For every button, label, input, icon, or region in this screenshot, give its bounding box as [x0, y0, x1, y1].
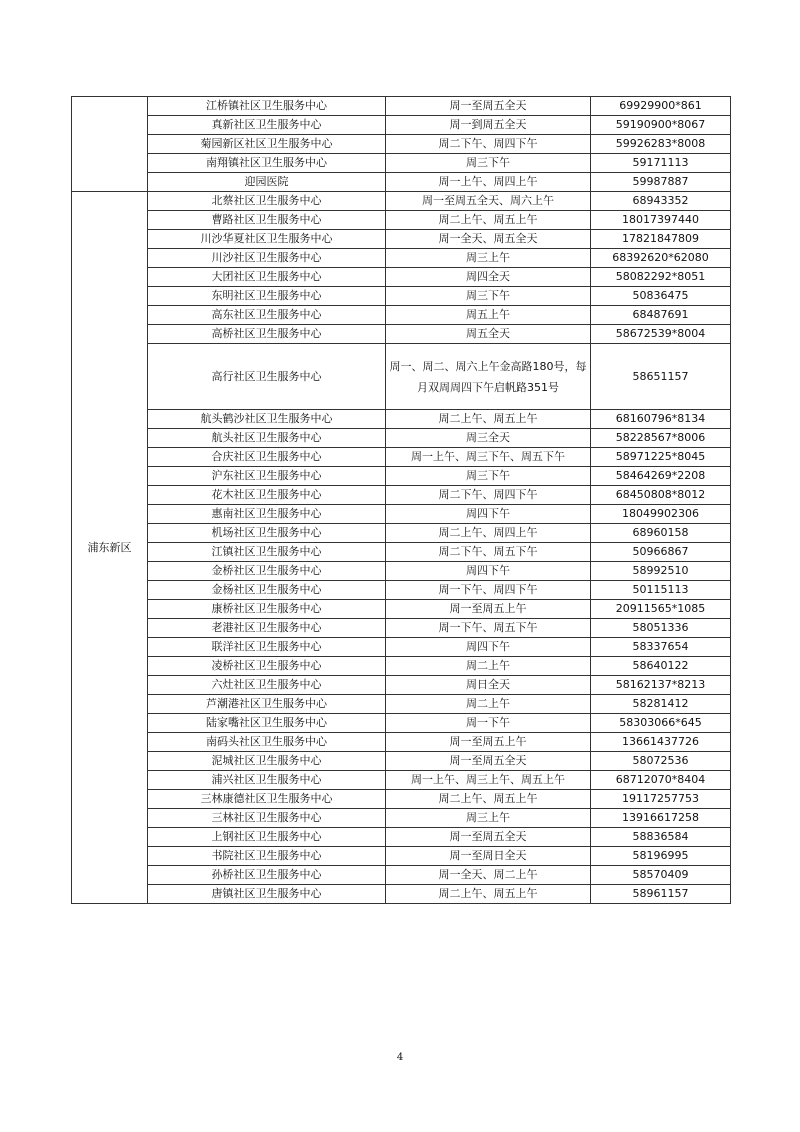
page-number: 4: [396, 1052, 404, 1063]
phone-cell: 69929900*861: [591, 97, 731, 116]
service-time-cell: 周二下午、周四下午: [386, 135, 591, 154]
center-name-cell: 东明社区卫生服务中心: [148, 287, 386, 306]
service-time-cell: 周一下午、周五下午: [386, 619, 591, 638]
phone-cell: 58464269*2208: [591, 467, 731, 486]
service-time-cell: 周二下午、周五下午: [386, 543, 591, 562]
phone-cell: 58228567*8006: [591, 429, 731, 448]
phone-cell: 58051336: [591, 619, 731, 638]
center-name-cell: 南码头社区卫生服务中心: [148, 733, 386, 752]
center-name-cell: 川沙社区卫生服务中心: [148, 249, 386, 268]
center-name-cell: 孙桥社区卫生服务中心: [148, 866, 386, 885]
phone-cell: 18017397440: [591, 211, 731, 230]
center-name-cell: 惠南社区卫生服务中心: [148, 505, 386, 524]
center-name-cell: 康桥社区卫生服务中心: [148, 600, 386, 619]
service-time-cell: 周二上午: [386, 695, 591, 714]
center-name-cell: 川沙华夏社区卫生服务中心: [148, 230, 386, 249]
table-row: [72, 429, 731, 448]
service-time-cell: 周一至周五全天: [386, 828, 591, 847]
service-time-cell: 周一至周五全天: [386, 752, 591, 771]
table-row: [72, 619, 731, 638]
table-row: [72, 211, 731, 230]
center-name-cell: 南翔镇社区卫生服务中心: [148, 154, 386, 173]
center-name-cell: 沪东社区卫生服务中心: [148, 467, 386, 486]
district-cell: [72, 97, 148, 192]
phone-cell: 68392620*62080: [591, 249, 731, 268]
district-cell: 浦东新区: [72, 192, 148, 904]
service-time-cell: 周一下午: [386, 714, 591, 733]
phone-cell: 58672539*8004: [591, 325, 731, 344]
phone-cell: 58640122: [591, 657, 731, 676]
center-name-cell: 泥城社区卫生服务中心: [148, 752, 386, 771]
phone-cell: 58072536: [591, 752, 731, 771]
center-name-cell: 书院社区卫生服务中心: [148, 847, 386, 866]
phone-cell: 19117257753: [591, 790, 731, 809]
phone-cell: 58281412: [591, 695, 731, 714]
table-row: [72, 306, 731, 325]
center-name-cell: 菊园新区社区卫生服务中心: [148, 135, 386, 154]
phone-cell: 59926283*8008: [591, 135, 731, 154]
table-row: [72, 752, 731, 771]
phone-cell: 68712070*8404: [591, 771, 731, 790]
phone-cell: 13661437726: [591, 733, 731, 752]
service-time-cell: 周二上午: [386, 657, 591, 676]
center-name-cell: 机场社区卫生服务中心: [148, 524, 386, 543]
phone-cell: 58570409: [591, 866, 731, 885]
service-time-cell: 周一全天、周五全天: [386, 230, 591, 249]
phone-cell: 18049902306: [591, 505, 731, 524]
phone-cell: 58836584: [591, 828, 731, 847]
table-row: [72, 524, 731, 543]
table-row: [72, 638, 731, 657]
table-row: [72, 790, 731, 809]
service-time-cell: 周五上午: [386, 306, 591, 325]
service-time-cell: 周一上午、周三上午、周五上午: [386, 771, 591, 790]
phone-cell: 58196995: [591, 847, 731, 866]
phone-cell: 50836475: [591, 287, 731, 306]
center-name-cell: 北蔡社区卫生服务中心: [148, 192, 386, 211]
service-time-cell: 周一至周五全天: [386, 97, 591, 116]
table-row: [72, 287, 731, 306]
phone-cell: 50115113: [591, 581, 731, 600]
phone-cell: 59190900*8067: [591, 116, 731, 135]
center-name-cell: 高东社区卫生服务中心: [148, 306, 386, 325]
table-row: [72, 325, 731, 344]
center-name-cell: 花木社区卫生服务中心: [148, 486, 386, 505]
center-name-cell: 唐镇社区卫生服务中心: [148, 885, 386, 904]
table-row: [72, 230, 731, 249]
table-row: [72, 192, 731, 211]
center-name-cell: 江镇社区卫生服务中心: [148, 543, 386, 562]
phone-cell: 68450808*8012: [591, 486, 731, 505]
phone-cell: 20911565*1085: [591, 600, 731, 619]
phone-cell: 58337654: [591, 638, 731, 657]
service-centers-table: [71, 96, 731, 904]
service-time-cell: 周一至周日全天: [386, 847, 591, 866]
table-row: [72, 581, 731, 600]
table-row: [72, 116, 731, 135]
service-time-cell: 周三上午: [386, 249, 591, 268]
center-name-cell: 高桥社区卫生服务中心: [148, 325, 386, 344]
service-time-cell: 周一下午、周四下午: [386, 581, 591, 600]
center-name-cell: 高行社区卫生服务中心: [148, 344, 386, 410]
center-name-cell: 三林社区卫生服务中心: [148, 809, 386, 828]
service-time-cell: 周五全天: [386, 325, 591, 344]
table-row: [72, 866, 731, 885]
service-time-cell: 周一、周二、周六上午金高路180号，每月双周周四下午启帆路351号: [386, 344, 591, 410]
table-row: [72, 154, 731, 173]
table-row: [72, 135, 731, 154]
table-row: [72, 733, 731, 752]
service-time-cell: 周四下午: [386, 505, 591, 524]
service-time-cell: 周一至周五上午: [386, 600, 591, 619]
phone-cell: 17821847809: [591, 230, 731, 249]
table-row: [72, 657, 731, 676]
center-name-cell: 江桥镇社区卫生服务中心: [148, 97, 386, 116]
table-row: [72, 249, 731, 268]
table-row: [72, 505, 731, 524]
center-name-cell: 曹路社区卫生服务中心: [148, 211, 386, 230]
service-time-cell: 周一到周五全天: [386, 116, 591, 135]
phone-cell: 59171113: [591, 154, 731, 173]
table-row: [72, 344, 731, 410]
table-row: [72, 467, 731, 486]
center-name-cell: 陆家嘴社区卫生服务中心: [148, 714, 386, 733]
center-name-cell: 真新社区卫生服务中心: [148, 116, 386, 135]
table-row: [72, 562, 731, 581]
table-body: [72, 97, 731, 904]
service-time-cell: 周三下午: [386, 467, 591, 486]
table-row: [72, 847, 731, 866]
phone-cell: 68960158: [591, 524, 731, 543]
service-time-cell: 周三下午: [386, 287, 591, 306]
service-time-cell: 周日全天: [386, 676, 591, 695]
table-row: [72, 676, 731, 695]
center-name-cell: 金杨社区卫生服务中心: [148, 581, 386, 600]
phone-cell: 58082292*8051: [591, 268, 731, 287]
center-name-cell: 迎园医院: [148, 173, 386, 192]
service-time-cell: 周四下午: [386, 562, 591, 581]
service-time-cell: 周三下午: [386, 154, 591, 173]
phone-cell: 13916617258: [591, 809, 731, 828]
table-row: [72, 268, 731, 287]
center-name-cell: 六灶社区卫生服务中心: [148, 676, 386, 695]
phone-cell: 58992510: [591, 562, 731, 581]
table-row: [72, 448, 731, 467]
service-time-cell: 周二上午、周五上午: [386, 790, 591, 809]
table-row: [72, 600, 731, 619]
table-row: [72, 486, 731, 505]
center-name-cell: 合庆社区卫生服务中心: [148, 448, 386, 467]
table-row: [72, 97, 731, 116]
service-time-cell: 周二下午、周四下午: [386, 486, 591, 505]
center-name-cell: 老港社区卫生服务中心: [148, 619, 386, 638]
service-time-cell: 周四下午: [386, 638, 591, 657]
phone-cell: 58162137*8213: [591, 676, 731, 695]
phone-cell: 68160796*8134: [591, 410, 731, 429]
phone-cell: 68487691: [591, 306, 731, 325]
service-time-cell: 周三全天: [386, 429, 591, 448]
table-row: [72, 543, 731, 562]
center-name-cell: 三林康德社区卫生服务中心: [148, 790, 386, 809]
service-time-cell: 周一至周五全天、周六上午: [386, 192, 591, 211]
center-name-cell: 大团社区卫生服务中心: [148, 268, 386, 287]
service-time-cell: 周一上午、周三下午、周五下午: [386, 448, 591, 467]
service-time-cell: 周二上午、周四上午: [386, 524, 591, 543]
center-name-cell: 上钢社区卫生服务中心: [148, 828, 386, 847]
center-name-cell: 浦兴社区卫生服务中心: [148, 771, 386, 790]
phone-cell: 50966867: [591, 543, 731, 562]
service-time-cell: 周四全天: [386, 268, 591, 287]
center-name-cell: 航头社区卫生服务中心: [148, 429, 386, 448]
phone-cell: 58303066*645: [591, 714, 731, 733]
table-row: [72, 410, 731, 429]
center-name-cell: 芦潮港社区卫生服务中心: [148, 695, 386, 714]
center-name-cell: 凌桥社区卫生服务中心: [148, 657, 386, 676]
phone-cell: 58961157: [591, 885, 731, 904]
center-name-cell: 航头鹤沙社区卫生服务中心: [148, 410, 386, 429]
service-time-cell: 周三上午: [386, 809, 591, 828]
phone-cell: 58971225*8045: [591, 448, 731, 467]
phone-cell: 68943352: [591, 192, 731, 211]
table-row: [72, 695, 731, 714]
table-row: [72, 809, 731, 828]
table-row: [72, 885, 731, 904]
service-time-cell: 周二上午、周五上午: [386, 211, 591, 230]
service-time-cell: 周一全天、周二上午: [386, 866, 591, 885]
service-time-cell: 周二上午、周五上午: [386, 885, 591, 904]
service-time-cell: 周一上午、周四上午: [386, 173, 591, 192]
service-time-cell: 周一至周五上午: [386, 733, 591, 752]
service-time-cell: 周二上午、周五上午: [386, 410, 591, 429]
center-name-cell: 金桥社区卫生服务中心: [148, 562, 386, 581]
center-name-cell: 联洋社区卫生服务中心: [148, 638, 386, 657]
phone-cell: 59987887: [591, 173, 731, 192]
table-row: [72, 714, 731, 733]
phone-cell: 58651157: [591, 344, 731, 410]
table-row: [72, 173, 731, 192]
table-row: [72, 828, 731, 847]
table-row: [72, 771, 731, 790]
